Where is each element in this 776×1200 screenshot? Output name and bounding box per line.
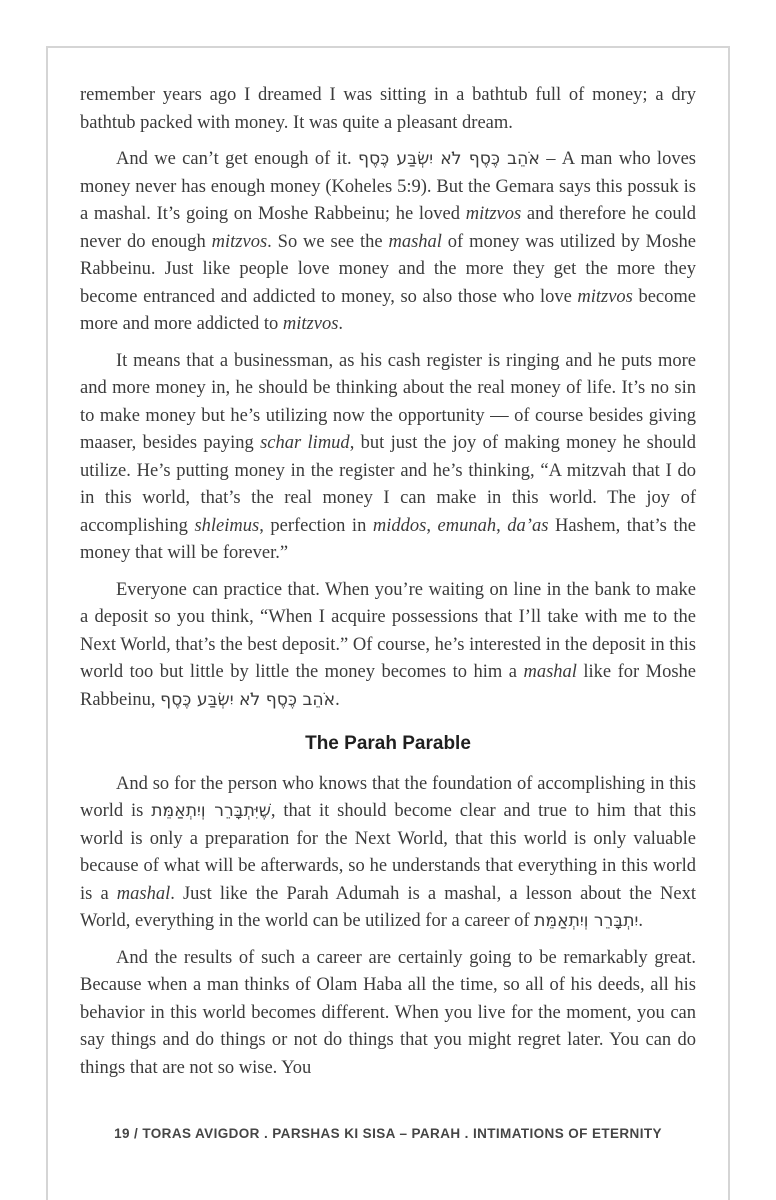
text-run: It means that a businessman, as his cash register is ringing and he puts more and more money in, he should be thinking about the real money of life. It’s no sin to make money but he’s utilizing now the opportunity — of course besides giving maaser, besides paying — [80, 350, 696, 453]
page-footer: 19 / TORAS AVIGDOR . PARSHAS KI SISA – PARAH . INTIMATIONS OF ETERNITY — [114, 1126, 662, 1141]
italic-term: mitzvos — [465, 204, 522, 224]
text-run: – A man who loves money never has enough money (Koheles 5:9). But the Gemara says this possuk is a mashal. It’s going on Moshe Rabbeinu; he loved — [80, 149, 696, 224]
text-run: , perfection in — [259, 515, 373, 536]
text-run: , but just the joy of making money he should utilize. He’s putting money in the register and he’s thinking, “A mitzvah that I do in this world, that’s the real money I can make in this world. The joy of accomplishing — [80, 433, 696, 536]
text-run: remember years ago I dreamed I was sitting in a bathtub full of money; a dry bathtub packed with money. It was quite a pleasant dream. — [80, 85, 696, 133]
text-run: of money was utilized by Moshe Rabbeinu. Just like people love money and the more they get the more they become entranced and addicted to money, so also those who love — [80, 231, 697, 307]
text-run: And we can’t get enough of it. — [116, 149, 358, 169]
italic-term: schar limud — [260, 433, 350, 453]
hebrew-phrase: אֹהֵב כֶּסֶף לֹא יִשְׂבַּע כֶּסֶף — [357, 149, 540, 169]
hebrew-phrase: שֶׁיִּתְבָּרֵר וְיִתְאַמֵּת — [151, 801, 271, 821]
text-run: . — [335, 689, 340, 710]
italic-term: middos — [372, 515, 427, 536]
italic-term: shleimus — [194, 515, 260, 536]
section-heading: The Parah Parable — [305, 733, 471, 754]
page-body — [48, 48, 728, 1082]
italic-term: mitzvos — [211, 231, 268, 252]
document-page — [46, 46, 730, 1200]
text-run: Hashem, that’s the money that will be forever.” — [80, 515, 697, 563]
body-paragraph — [80, 82, 696, 137]
text-run: become more and more addicted to — [80, 286, 696, 334]
italic-term: emunah — [437, 515, 497, 536]
body-paragraph — [80, 945, 696, 1083]
text-run: . Just like the Parah Adumah is a mashal, a lesson about the Next World, everything in the world can be utilized for a career of — [80, 883, 696, 931]
text-run: And the results of such a career are certainly going to be remarkably great. Because when a man thinks of Olam Haba all the time, so all of his deeds, all his behavior in this world becomes different. When you live for the moment, you can say things and do things or not do things that you might regret later. You can do things that are not so wise. You — [80, 947, 696, 1078]
body-paragraph — [80, 771, 696, 936]
italic-term: mashal — [523, 662, 577, 682]
text-run: Everyone can practice that. When you’re waiting on line in the bank to make a deposit so you think, “When I acquire possessions that I’ll take with me to the Next World, that’s the best deposit.” Of course, he’s interested in the deposit in this world too but little by little the money becomes to him a — [80, 579, 696, 682]
text-run: , that it should become clear and true to him that this world is only a preparation for the Next World, that this world is only valuable because of what will be afterwards, so he understands that everything in this world is a — [80, 801, 697, 904]
text-run: And so for the person who knows that the foundation of accomplishing in this world is — [80, 773, 696, 821]
text-run: , — [426, 515, 438, 536]
body-paragraph — [80, 577, 696, 715]
text-run: . — [338, 314, 344, 334]
text-run: , — [496, 515, 508, 536]
italic-term: mitzvos — [282, 314, 339, 334]
hebrew-phrase: אֹהֵב כֶּסֶף לֹא יִשְׂבַּע כֶּסֶף — [160, 689, 336, 710]
text-run: like for Moshe Rabbeinu, — [80, 662, 696, 710]
text-run: and therefore he could never do enough — [80, 204, 696, 252]
hebrew-phrase: יִתְבָּרֵר וְיִתְאַמֵּת — [534, 911, 639, 931]
text-run: . So we see the — [267, 231, 389, 252]
italic-term: da’as — [507, 515, 549, 536]
italic-term: mashal — [116, 883, 171, 904]
text-run: . — [638, 911, 644, 931]
italic-term: mitzvos — [577, 286, 633, 307]
italic-term: mashal — [388, 231, 442, 252]
body-paragraph — [80, 348, 696, 568]
body-paragraph — [80, 146, 696, 339]
